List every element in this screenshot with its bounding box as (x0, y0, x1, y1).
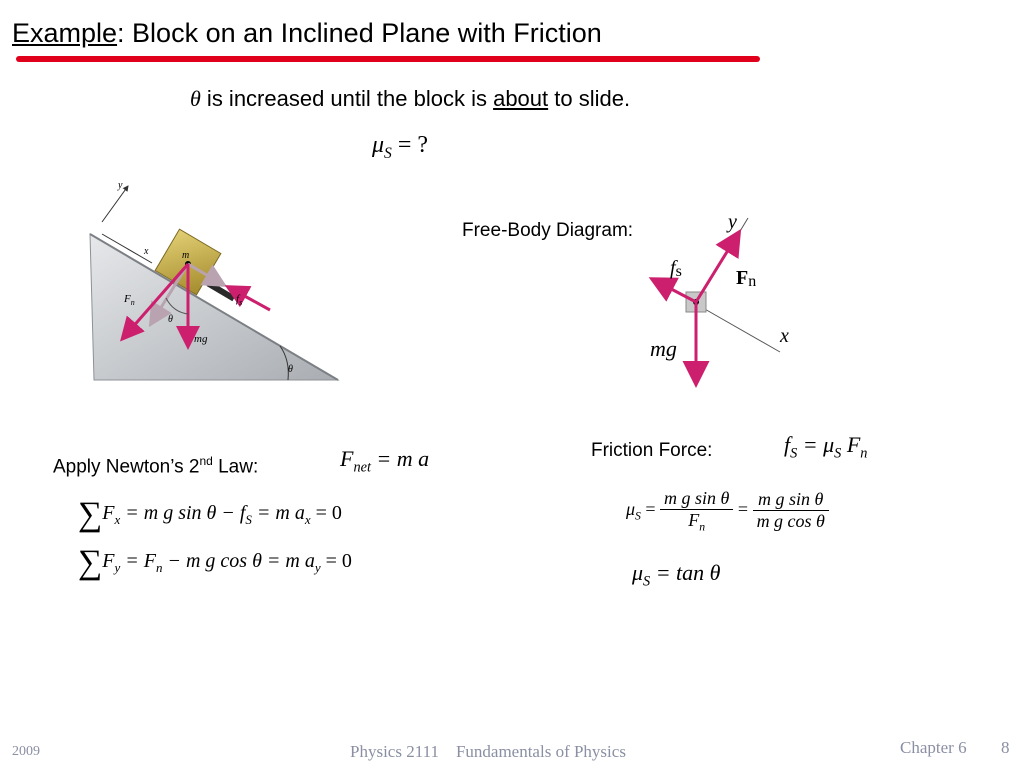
fbd-x-axis (696, 304, 780, 352)
subtitle-about: about (493, 86, 549, 111)
fnet-sub: net (353, 459, 371, 476)
subtitle-before: is increased until the block is (200, 86, 494, 111)
newton-sup: nd (199, 454, 213, 468)
fbd-y-label: y (728, 211, 737, 233)
subtitle (190, 86, 630, 112)
fbd-friction-arrow (654, 280, 696, 302)
title-underline-bar (16, 56, 760, 62)
footer-chapter: Chapter 6 (900, 738, 967, 757)
frac1-den (660, 510, 733, 534)
sigma-x: ∑ (78, 496, 103, 533)
footer-year: 2009 (12, 744, 40, 759)
fnet-f: F (340, 446, 354, 471)
sum-fx-equation (78, 496, 342, 534)
mu-fraction-equation (626, 488, 829, 534)
free-body-diagram (630, 206, 810, 390)
mu-symbol: μ (372, 132, 385, 158)
mu-tan-equation (632, 560, 720, 590)
fy-sub3: y (314, 560, 321, 575)
muf-mu: μ (626, 498, 636, 519)
fx-mid: = m g sin θ − f (120, 502, 246, 524)
slide-title (12, 18, 602, 49)
fr-mid: = μ (797, 432, 835, 457)
incline-fn-label: $F_n$ (124, 293, 135, 307)
title-example: Example (12, 18, 118, 48)
fbd-fs-label: fs (670, 257, 682, 280)
fx-sub3: x (304, 512, 311, 527)
outer-theta-label: θ (288, 364, 293, 375)
fy-f: F (102, 550, 115, 572)
muf-eq2: = (733, 498, 753, 519)
question-equation (372, 132, 428, 163)
fx-sub2: S (245, 512, 252, 527)
fx-f: F (102, 502, 115, 524)
fx-sub: x (114, 512, 121, 527)
newton-label (53, 454, 258, 478)
frac2-den: m g cos θ (756, 511, 825, 532)
incline-figure (80, 172, 350, 388)
fx-end: = 0 (310, 502, 342, 524)
frac1-num: m g sin θ (660, 488, 733, 510)
mut-rest: = tan θ (650, 560, 721, 585)
fraction-2 (753, 489, 829, 532)
fr-sub2: S (834, 445, 842, 462)
sigma-y: ∑ (78, 544, 103, 581)
incline-y-axis (102, 186, 128, 222)
frac2-num: m g sin θ (753, 489, 829, 511)
fbd-x-label: x (780, 325, 789, 347)
fy-end: = 0 (320, 550, 352, 572)
incline-y-label: y (118, 180, 123, 191)
fr-f: f (784, 432, 791, 457)
fy-mid2: − m g cos θ = m a (162, 550, 315, 572)
inner-theta-label: θ (168, 314, 173, 325)
fbd-label: Free-Body Diagram: (462, 220, 634, 241)
title-rest: : Block on an Inclined Plane with Friction (117, 18, 602, 48)
friction-equation (784, 432, 867, 462)
friction-label: Friction Force: (591, 440, 713, 461)
footer-page-number: 8 (1001, 738, 1010, 757)
fnet-equation (340, 446, 429, 476)
fr-sub: S (790, 445, 798, 462)
block-mass-label: m (182, 250, 190, 261)
incline-fs-label: $f_s$ (236, 293, 243, 307)
incline-mg-label: mg (194, 333, 208, 345)
fbd-mg-label: mg (650, 336, 677, 361)
fr-mid2: F (841, 432, 861, 457)
incline-x-label: x (144, 246, 149, 257)
mut-sub: S (643, 573, 651, 590)
mut-mu: μ (632, 560, 644, 585)
fy-sub: y (114, 560, 121, 575)
question-rest: = ? (391, 132, 429, 158)
fx-mid2: = m a (251, 502, 305, 524)
subtitle-after: to slide. (548, 86, 631, 111)
subtitle-theta: θ (190, 86, 201, 111)
muf-sub: S (635, 509, 641, 523)
footer-course: Physics 2111 Fundamentals of Physics (350, 742, 626, 761)
frac1-den-sub: n (699, 520, 706, 534)
fy-mid: = F (120, 550, 156, 572)
fr-sub3: n (860, 445, 868, 462)
newton-post: Law: (212, 456, 259, 478)
frac1-den-f: F (688, 510, 700, 530)
fraction-1 (660, 488, 733, 534)
sum-fy-equation (78, 544, 352, 582)
mu-sub: S (384, 144, 392, 162)
newton-pre: Apply Newton’s 2 (53, 456, 200, 478)
fbd-normal-arrow (696, 234, 738, 302)
fbd-fn-label: Fn (736, 267, 757, 290)
muf-eq1: = (640, 498, 661, 519)
fnet-rest: = m a (370, 446, 430, 471)
fy-sub2: n (155, 560, 163, 575)
